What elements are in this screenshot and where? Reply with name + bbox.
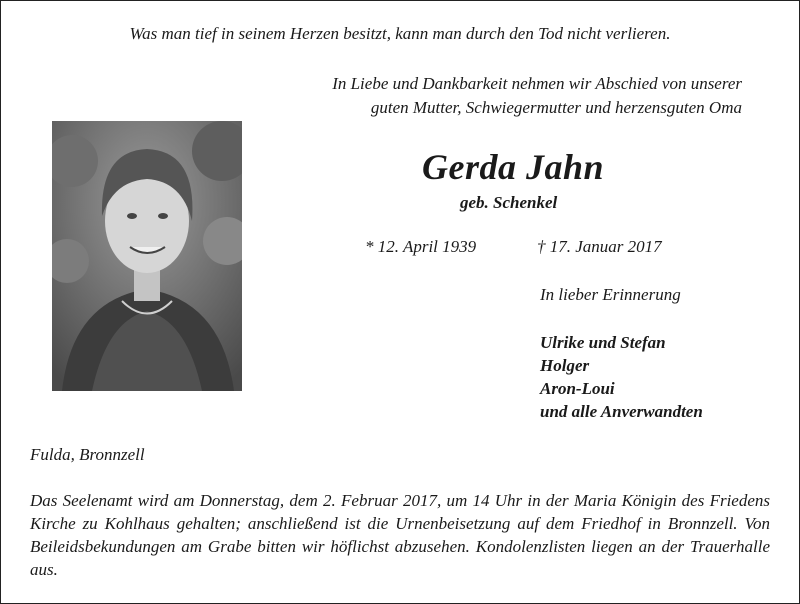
place-line: Fulda, Bronnzell <box>30 445 145 464</box>
mourners-list <box>540 331 703 423</box>
mourner-name: Holger <box>540 356 590 375</box>
funeral-details-paragraph: Das Seelenamt wird am Donnerstag, dem 2. Februar 2017, um 14 Uhr in der Maria Königin des Friedens Kirche zu Kohlhaus gehalten; anschließend ist die Urnenbeisetzung auf dem Friedhof in Bronnzell. Von Beileidsbekundungen am Grabe bitten wir höflichst abzusehen. Kondolenzlisten liegen an der Trauerhalle aus. <box>30 491 770 579</box>
intro-line-1: In Liebe und Dankbarkeit nehmen wir Abschied von unserer <box>332 74 742 93</box>
portrait-photo <box>52 121 242 391</box>
maiden-name: geb. Schenkel <box>460 193 558 212</box>
deceased-name: Gerda Jahn <box>422 147 605 187</box>
portrait-image <box>52 121 242 391</box>
death-date: † 17. Januar 2017 <box>537 237 662 256</box>
memory-line: In lieber Erinnerung <box>540 285 681 304</box>
birth-date: * 12. April 1939 <box>365 237 477 256</box>
intro-text <box>332 72 742 120</box>
mourner-name: Ulrike und Stefan <box>540 333 666 352</box>
mourner-name: Aron-Loui <box>540 379 615 398</box>
mourner-name: und alle Anverwandten <box>540 402 703 421</box>
intro-line-2: guten Mutter, Schwiegermutter und herzensguten Oma <box>370 98 742 117</box>
epigraph-quote: Was man tief in seinem Herzen besitzt, kann man durch den Tod nicht verlieren. <box>129 24 671 43</box>
